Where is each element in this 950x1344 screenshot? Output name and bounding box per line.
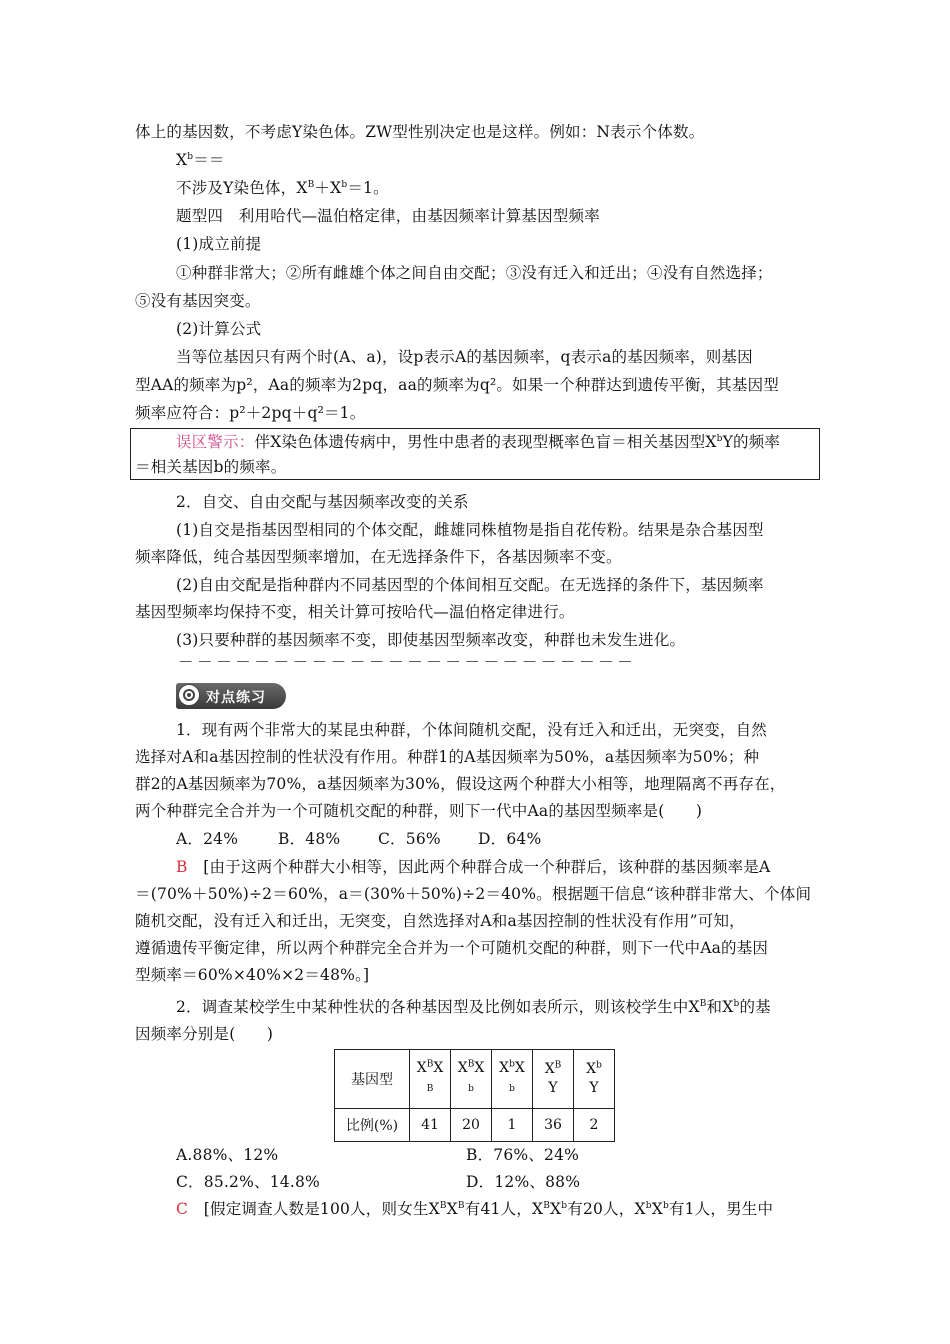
- warning-label: 误区警示：: [176, 433, 255, 451]
- genotype-cell: $X^b$ Y: [574, 1050, 615, 1109]
- text-line: 不涉及Y染色体，$X^B+X^b=1$。: [176, 179, 389, 197]
- option-a: A.88%、12%: [176, 1146, 279, 1164]
- question-line: 两个种群完全合并为一个可随机交配的种群，则下一代中Aa的基因型频率是( ): [135, 802, 703, 820]
- explanation-line: B [由于这两个种群大小相等，因此两个种群合成一个种群后，该种群的基因频率是A: [176, 858, 771, 876]
- genotype-table: [334, 1049, 615, 1142]
- option-d: D．64%: [478, 830, 542, 848]
- value-cell: 41: [410, 1109, 451, 1142]
- value-cell: 36: [533, 1109, 574, 1142]
- value-cell: 20: [451, 1109, 492, 1142]
- question-line: 因频率分别是( ): [135, 1025, 274, 1043]
- answer-letter: B: [176, 858, 188, 876]
- question-line: 选择对A和a基因控制的性状没有作用。种群1的A基因频率为50%，a基因频率为50%；种: [135, 748, 760, 766]
- text-line: (1)成立前提: [176, 235, 262, 253]
- section-heading: 2．自交、自由交配与基因频率改变的关系: [176, 493, 469, 511]
- warning-line: ＝相关基因b的频率。: [135, 458, 287, 476]
- text-line: $X^b==$: [176, 151, 225, 169]
- option-b: B．48%: [278, 830, 341, 848]
- answer-letter: C: [176, 1200, 189, 1218]
- text-line: 体上的基因数，不考虑Y染色体。ZW型性别决定也是这样。例如：N表示个体数。: [135, 123, 705, 141]
- question-line: 1．现有两个非常大的某昆虫种群，个体间随机交配，没有迁入和迁出，无突变，自然: [176, 721, 767, 739]
- explanation-line: 随机交配，没有迁入和迁出，无突变，自然选择对A和a基因控制的性状没有作用”可知，: [135, 912, 745, 930]
- target-icon: [178, 684, 200, 706]
- text-line: 基因型频率均保持不变，相关计算可按哈代—温伯格定律进行。: [135, 603, 575, 621]
- warning-line: 误区警示：伴X染色体遗传病中，男性中患者的表现型概率色盲＝相关基因型$X^bY$的频率: [176, 433, 781, 451]
- explanation-line: C [假定调查人数是100人，则女生$X^BX^B$有41人，$X^BX^b$有20人，$X^bX^b$有1人，男生中: [176, 1200, 774, 1218]
- dashed-divider: －－－－－－－－－－－－－－－－－－－－－－－－: [178, 653, 637, 671]
- text-line: 型AA的频率为p²，Aa的频率为2pq，aa的频率为q²。如果一个种群达到遗传平衡，其基因型: [135, 376, 779, 394]
- value-cell: 1: [492, 1109, 533, 1142]
- option-c: C．56%: [378, 830, 441, 848]
- explanation-line: ＝(70%＋50%)÷2＝60%，a＝(30%＋50%)÷2＝40%。根据题干信息“该种群非常大、个体间: [135, 885, 812, 903]
- question-line: 群2的A基因频率为70%，a基因频率为30%，假设这两个种群大小相等，地理隔离不再存在，: [135, 775, 786, 793]
- text-line: (1)自交是指基因型相同的个体交配，雌雄同株植物是指自花传粉。结果是杂合基因型: [176, 521, 764, 539]
- explanation-line: 型频率＝60%×40%×2＝48%。]: [135, 966, 370, 984]
- text-line: 频率降低，纯合基因型频率增加，在无选择条件下，各基因频率不变。: [135, 548, 622, 566]
- table-header: 基因型: [335, 1050, 410, 1109]
- practice-badge: [176, 683, 286, 709]
- option-c: C．85.2%、14.8%: [176, 1173, 320, 1191]
- text-line: (2)计算公式: [176, 320, 262, 338]
- genotype-cell: $X^BX$ B: [410, 1050, 451, 1109]
- genotype-cell: $X^bX$ b: [492, 1050, 533, 1109]
- row-label: 比例(%): [335, 1109, 410, 1142]
- text-line: (3)只要种群的基因频率不变，即使基因型频率改变，种群也未发生进化。: [176, 631, 686, 649]
- option-b: B．76%、24%: [466, 1146, 580, 1164]
- question-line: 2．调查某校学生中某种性状的各种基因型及比例如表所示，则该校学生中$X^B$和$X^b$的基: [176, 998, 771, 1016]
- text-line: ①种群非常大；②所有雌雄个体之间自由交配；③没有迁入和迁出；④没有自然选择；: [176, 264, 773, 282]
- text-line: 频率应符合：p²＋2pq＋q²＝1。: [135, 404, 366, 422]
- text-line: 当等位基因只有两个时(A、a)，设p表示A的基因频率，q表示a的基因频率，则基因: [176, 348, 753, 366]
- option-d: D．12%、88%: [466, 1173, 581, 1191]
- text-line: ⑤没有基因突变。: [135, 292, 261, 310]
- explanation-line: 遵循遗传平衡定律，所以两个种群完全合并为一个可随机交配的种群，则下一代中Aa的基因: [135, 939, 769, 957]
- genotype-cell: $X^B$ Y: [533, 1050, 574, 1109]
- badge-label: 对点练习: [206, 690, 266, 706]
- text-line: (2)自由交配是指种群内不同基因型的个体间相互交配。在无选择的条件下，基因频率: [176, 576, 764, 594]
- value-cell: 2: [574, 1109, 615, 1142]
- section-heading: 题型四 利用哈代—温伯格定律，由基因频率计算基因型频率: [176, 207, 600, 225]
- option-a: A．24%: [176, 830, 239, 848]
- genotype-cell: $X^BX$ b: [451, 1050, 492, 1109]
